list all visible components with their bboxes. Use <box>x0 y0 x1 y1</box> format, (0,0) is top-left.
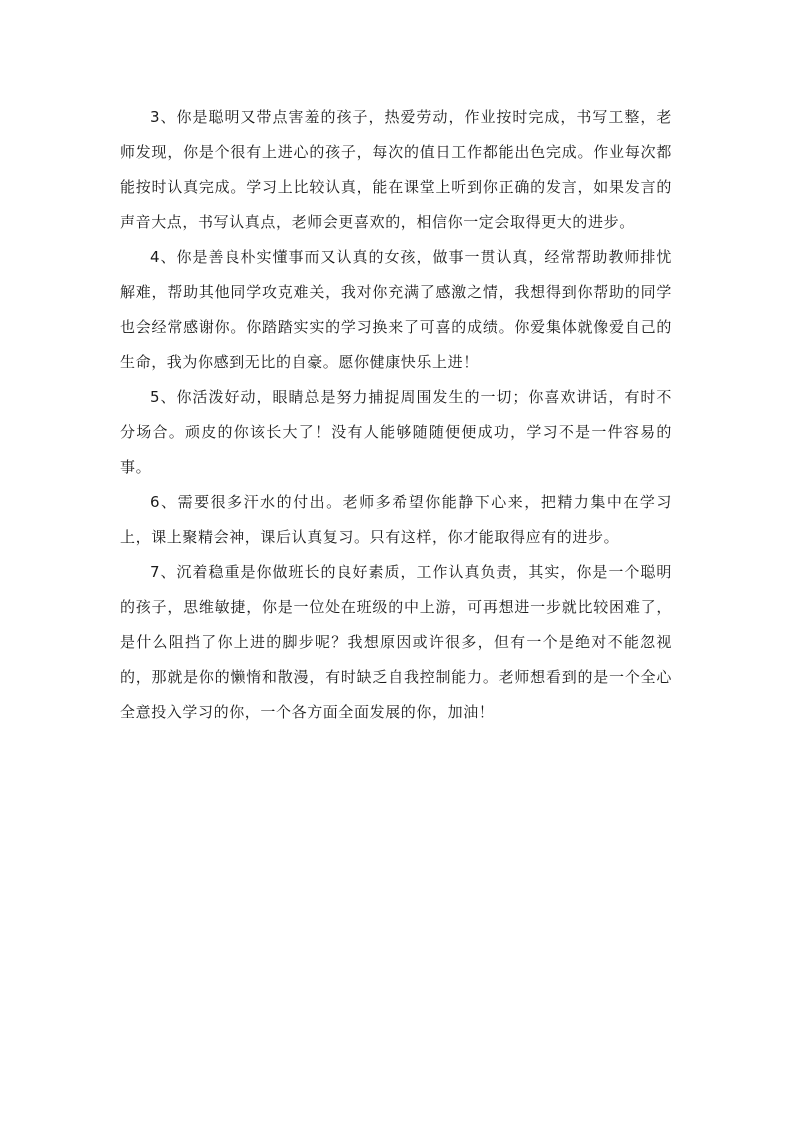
paragraph-4: 4、你是善良朴实懂事而又认真的女孩，做事一贯认真，经常帮助教师排忧解难，帮助其他同学攻克难关，我对你充满了感激之情，我想得到你帮助的同学也会经常感谢你。你踏踏实实的学习换来了可喜的成绩。你爱集体就像爱自己的生命，我为你感到无比的自豪。愿你健康快乐上进！ <box>120 248 672 371</box>
paragraph-3: 3、你是聪明又带点害羞的孩子，热爱劳动，作业按时完成，书写工整，老师发现，你是个很有上进心的孩子，每次的值日工作都能出色完成。作业每次都能按时认真完成。学习上比较认真，能在课堂上听到你正确的发言，如果发言的声音大点，书写认真点，老师会更喜欢的，相信你一定会取得更大的进步。 <box>120 108 672 231</box>
paragraph-5: 5、你活泼好动，眼睛总是努力捕捉周围发生的一切；你喜欢讲话，有时不分场合。顽皮的你该长大了！没有人能够随随便便成功，学习不是一件容易的事。 <box>120 388 672 476</box>
document-body <box>120 100 672 730</box>
paragraph-7: 7、沉着稳重是你做班长的良好素质，工作认真负责，其实，你是一个聪明的孩子，思维敏捷，你是一位处在班级的中上游，可再想进一步就比较困难了，是什么阻挡了你上进的脚步呢？我想原因或许很多，但有一个是绝对不能忽视的，那就是你的懒惰和散漫，有时缺乏自我控制能力。老师想看到的是一个全心全意投入学习的你，一个各方面全面发展的你，加油！ <box>120 563 672 721</box>
paragraph-6: 6、需要很多汗水的付出。老师多希望你能静下心来，把精力集中在学习上，课上聚精会神，课后认真复习。只有这样，你才能取得应有的进步。 <box>120 493 672 546</box>
